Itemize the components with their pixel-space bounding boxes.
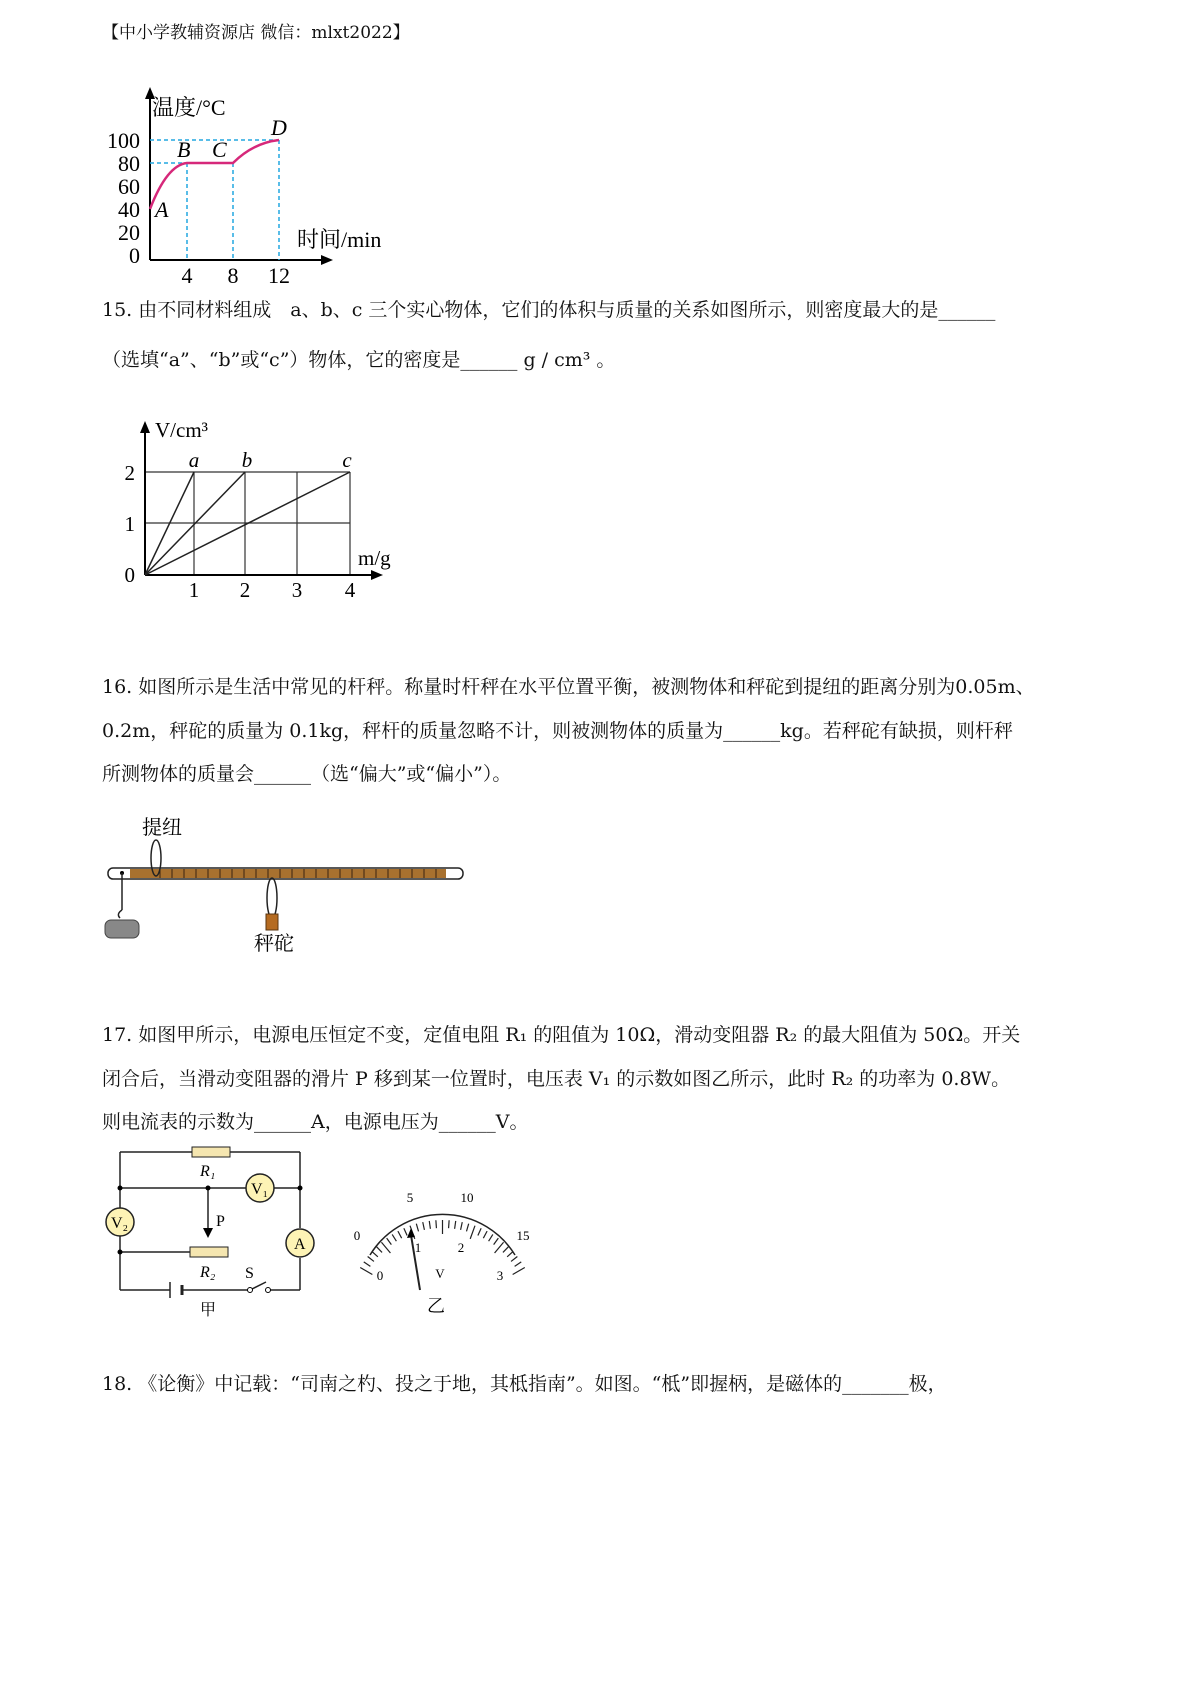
top-scale: 0 [353,1228,361,1243]
xtick: 8 [227,263,239,288]
meter-tick [398,1231,402,1238]
meter-tick [494,1238,499,1244]
meter-tick [364,1262,371,1266]
q15-line2: （选填“a”、“b”或“c”）物体，它的密度是______ g / cm³ 。 [102,349,616,371]
xtick: 4 [344,578,356,602]
temperature-time-graph [95,85,415,290]
ytick: 20 [118,220,140,245]
switch-label: S [245,1265,254,1282]
meter-caption: 乙 [427,1296,445,1316]
knob-label: 提纽 [142,817,182,839]
steelyard-figure [100,810,480,960]
meter-tick [449,1220,450,1228]
xtick: 3 [291,578,303,602]
ytick: 80 [118,151,140,176]
voltmeter-dial [345,1180,545,1320]
ytick: 2 [124,461,135,485]
meter-tick [387,1238,392,1244]
meter-tick [489,1234,493,1241]
meter-tick [461,1222,463,1230]
resistor-r1 [192,1147,230,1157]
top-scale: 15 [516,1228,530,1243]
meter-tick [416,1224,418,1232]
q16-line2: 0.2m，秤砣的质量为 0.1kg，秤杆的质量忽略不计，则被测物体的质量为______kg。若秤砣有缺损，则杆秤 [102,720,1013,742]
meter-tick [495,1242,504,1253]
meter-tick [507,1251,513,1256]
point-label: B [177,137,191,162]
slider-label: P [216,1213,225,1230]
meter-unit: V [435,1266,445,1281]
meter-tick [423,1222,425,1230]
xtick: 2 [239,578,251,602]
r1-label: R₁ [200,1163,216,1180]
meter-tick [455,1221,456,1229]
y-axis-label: 温度/°C [152,95,226,120]
ammeter-label: A [294,1236,306,1253]
bottom-scale: 0 [376,1268,384,1283]
r2-label: R₂ [200,1264,216,1281]
series-label: a [188,448,200,472]
xtick: 12 [268,263,290,288]
meter-tick [368,1257,374,1262]
y-axis-label: V/cm³ [155,418,208,442]
page-header: 【中小学教辅资源店 微信：mlxt2022】 [102,23,410,43]
sliding-weight [266,914,278,930]
meter-tick [372,1251,378,1256]
q17-line3: 则电流表的示数为______A，电源电压为______V。 [102,1111,529,1133]
ytick: 60 [118,174,140,199]
q15-line1: 15. 由不同材料组成 a、b、c 三个实心物体，它们的体积与质量的关系如图所示，则密度最大的是______ [102,299,996,321]
top-scale: 5 [406,1190,414,1205]
v1-label: V₁ [251,1181,269,1198]
ytick: 40 [118,197,140,222]
meter-tick [483,1231,487,1238]
series-label: c [342,448,352,472]
series-label: b [241,448,253,472]
meter-tick [377,1247,383,1253]
ytick: 1 [124,512,135,536]
meter-tick [429,1221,430,1229]
meter-tick [515,1262,522,1266]
q18-line1: 18. 《论衡》中记载：“司南之杓、投之于地，其柢指南”。如图。“柢”即握柄，是磁体的_______极， [102,1373,947,1395]
meter-tick [503,1247,509,1253]
meter-tick [511,1257,517,1262]
xtick: 4 [181,263,193,288]
meter-tick [436,1220,437,1228]
measured-object [105,920,139,938]
point-label: D [271,115,287,140]
point-label: A [155,197,169,222]
xtick: 1 [188,578,200,602]
q16-line3: 所测物体的质量会______（选“偏大”或“偏小”）。 [102,763,512,785]
circuit-figure [100,1140,330,1320]
point-label: C [212,137,227,162]
meter-tick [478,1228,481,1235]
q17-line1: 17. 如图甲所示，电源电压恒定不变，定值电阻 R₁ 的阻值为 10Ω，滑动变阻器 R₂ 的最大阻值为 50Ω。开关 [102,1024,1021,1046]
circuit-caption: 甲 [200,1302,217,1319]
volume-mass-graph [110,415,410,610]
v2-label: V₂ [111,1215,129,1232]
meter-tick [466,1224,468,1232]
meter-tick [392,1234,396,1241]
weight-label: 秤砣 [254,933,294,955]
ytick: 100 [107,128,140,153]
meter-tick [360,1268,372,1275]
meter-tick [513,1268,525,1275]
meter-tick [404,1228,407,1235]
meter-tick [381,1242,390,1253]
top-scale: 10 [460,1190,474,1205]
meter-tick [470,1226,475,1239]
ytick: 0 [129,243,140,268]
q16-line1: 16. 如图所示是生活中常见的杆秤。称量时杆秤在水平位置平衡，被测物体和秤砣到提纽的距离分别为0.05m、 [102,676,1035,698]
bottom-scale: 2 [457,1240,465,1255]
q17-line2: 闭合后，当滑动变阻器的滑片 P 移到某一位置时，电压表 V₁ 的示数如图乙所示，此时 R₂ 的功率为 0.8W。 [102,1068,1011,1090]
resistor-r2 [190,1247,228,1257]
x-axis-label: m/g [358,546,391,570]
bottom-scale: 3 [496,1268,504,1283]
x-axis-label: 时间/min [297,227,382,252]
bottom-scale: 1 [414,1240,422,1255]
ytick: 0 [124,563,135,587]
